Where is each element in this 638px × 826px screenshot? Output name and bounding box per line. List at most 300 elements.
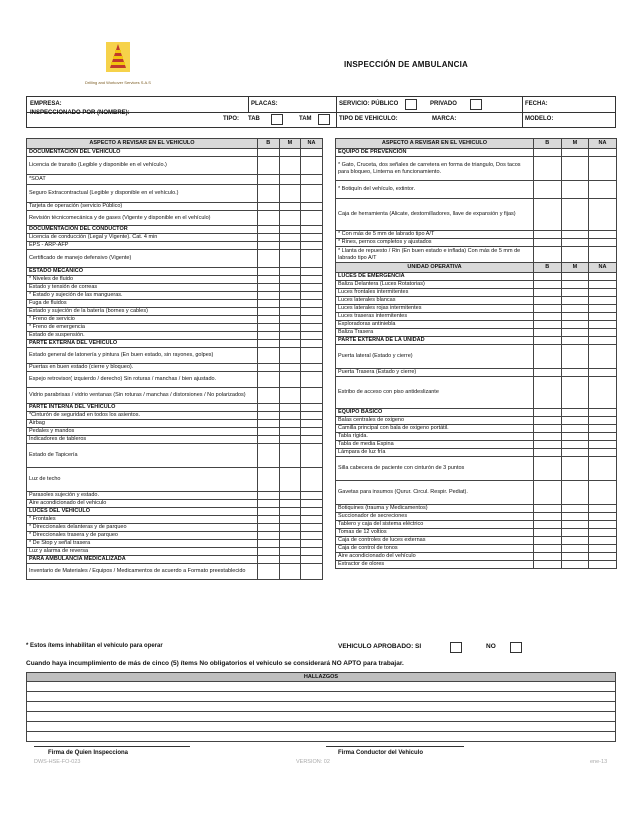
good-mark-cell[interactable] xyxy=(258,284,280,292)
findings-entry-field[interactable] xyxy=(27,722,616,732)
item-label: *Cinturón de seguridad en todos los asientos. xyxy=(27,412,258,420)
item-label: Vidrio parabrisas / vidrio ventanas (Sin roturas / manchas / distorsiones / No polarizados) xyxy=(27,388,258,404)
good-mark-cell[interactable] xyxy=(534,329,562,337)
na-mark-cell[interactable] xyxy=(589,545,617,553)
bad-mark-cell[interactable] xyxy=(279,492,301,500)
item-label: Exploradoras antiniebla xyxy=(336,321,534,329)
good-mark-cell[interactable] xyxy=(258,324,280,332)
document-code: DWS-HSE-FO-023 xyxy=(34,759,81,765)
good-mark-cell[interactable] xyxy=(258,250,280,268)
na-mark-cell[interactable] xyxy=(301,292,323,300)
good-mark-cell[interactable] xyxy=(258,185,280,203)
bad-header: M xyxy=(561,139,589,149)
findings-entry-field[interactable] xyxy=(27,692,616,702)
bad-mark-cell[interactable] xyxy=(279,364,301,372)
na-mark-cell[interactable] xyxy=(589,231,617,239)
privado-checkbox[interactable] xyxy=(470,99,482,110)
item-label: Parasoles sujeción y estado. xyxy=(27,492,258,500)
bad-mark-cell[interactable] xyxy=(561,449,589,457)
tab-checkbox[interactable] xyxy=(271,114,283,125)
na-mark-cell[interactable] xyxy=(301,211,323,226)
section-row xyxy=(27,404,323,412)
item-label: Tabla rígida. xyxy=(336,433,534,441)
bad-mark-cell[interactable] xyxy=(279,444,301,468)
good-mark-cell[interactable] xyxy=(534,247,562,263)
approved-no-label: NO xyxy=(486,643,496,650)
servicio-publico-checkbox[interactable] xyxy=(405,99,417,110)
na-mark-cell[interactable] xyxy=(589,433,617,441)
bad-mark-cell[interactable] xyxy=(279,436,301,444)
checklist-row xyxy=(336,529,617,537)
driver-signature-line[interactable] xyxy=(326,746,464,747)
na-mark-cell[interactable] xyxy=(301,516,323,524)
good-mark-cell[interactable] xyxy=(258,276,280,284)
na-mark-cell[interactable] xyxy=(301,316,323,324)
bad-mark-cell[interactable] xyxy=(279,348,301,364)
document-date: ene-13 xyxy=(590,759,608,765)
na-mark-cell[interactable] xyxy=(589,481,617,505)
item-label: Puerta lateral (Estado y cierre) xyxy=(336,345,534,369)
bad-mark-cell[interactable] xyxy=(561,321,589,329)
findings-title: HALLAZGOS xyxy=(27,673,616,682)
na-mark-cell[interactable] xyxy=(589,329,617,337)
good-mark-cell[interactable] xyxy=(258,242,280,250)
good-mark-cell[interactable] xyxy=(258,175,280,185)
tam-label: TAM xyxy=(299,116,312,122)
good-mark-cell[interactable] xyxy=(534,513,562,521)
section-blank-cell xyxy=(561,149,589,157)
findings-row xyxy=(27,712,616,722)
na-mark-cell[interactable] xyxy=(301,548,323,556)
bad-mark-cell[interactable] xyxy=(279,532,301,540)
item-label: Aire acondicionado del vehículo xyxy=(336,553,534,561)
na-mark-cell[interactable] xyxy=(589,289,617,297)
na-mark-cell[interactable] xyxy=(589,553,617,561)
bad-mark-cell[interactable] xyxy=(279,564,301,580)
good-mark-cell[interactable] xyxy=(258,524,280,532)
findings-entry-field[interactable] xyxy=(27,732,616,742)
bad-mark-cell[interactable] xyxy=(561,537,589,545)
na-mark-cell[interactable] xyxy=(589,247,617,263)
tipo-label: TIPO: xyxy=(223,116,239,122)
na-mark-cell[interactable] xyxy=(589,425,617,433)
good-mark-cell[interactable] xyxy=(534,425,562,433)
good-mark-cell[interactable] xyxy=(258,348,280,364)
good-mark-cell[interactable] xyxy=(258,548,280,556)
item-label: * Niveles de fluido xyxy=(27,276,258,284)
na-mark-cell[interactable] xyxy=(301,364,323,372)
good-mark-cell[interactable] xyxy=(534,297,562,305)
bad-mark-cell[interactable] xyxy=(279,540,301,548)
item-label: * Con más de 5 mm de labrado tipo A/T xyxy=(336,231,534,239)
na-mark-cell[interactable] xyxy=(301,242,323,250)
bad-mark-cell[interactable] xyxy=(561,513,589,521)
na-mark-cell[interactable] xyxy=(589,377,617,409)
na-mark-cell[interactable] xyxy=(301,348,323,364)
bad-mark-cell[interactable] xyxy=(561,457,589,481)
good-mark-cell[interactable] xyxy=(534,281,562,289)
na-mark-cell[interactable] xyxy=(301,332,323,340)
section-blank-cell xyxy=(258,556,280,564)
section-blank-cell xyxy=(279,340,301,348)
bad-mark-cell[interactable] xyxy=(279,284,301,292)
na-mark-cell[interactable] xyxy=(589,513,617,521)
good-mark-cell[interactable] xyxy=(258,500,280,508)
good-mark-cell[interactable] xyxy=(258,234,280,242)
good-mark-cell[interactable] xyxy=(258,492,280,500)
bad-mark-cell[interactable] xyxy=(561,239,589,247)
checklist-row xyxy=(27,532,323,540)
na-mark-cell[interactable] xyxy=(589,417,617,425)
bad-mark-cell[interactable] xyxy=(279,185,301,203)
checklist-row xyxy=(27,540,323,548)
checklist-row xyxy=(336,481,617,505)
na-mark-cell[interactable] xyxy=(301,308,323,316)
good-mark-cell[interactable] xyxy=(258,308,280,316)
good-mark-cell[interactable] xyxy=(534,481,562,505)
na-mark-cell[interactable] xyxy=(301,428,323,436)
bad-mark-cell[interactable] xyxy=(279,242,301,250)
good-mark-cell[interactable] xyxy=(534,553,562,561)
checklist-row xyxy=(27,500,323,508)
good-mark-cell[interactable] xyxy=(534,313,562,321)
good-mark-cell[interactable] xyxy=(534,529,562,537)
good-mark-cell[interactable] xyxy=(534,345,562,369)
good-mark-cell[interactable] xyxy=(534,289,562,297)
subheader-col: M xyxy=(561,263,589,273)
good-mark-cell[interactable] xyxy=(258,420,280,428)
section-blank-cell xyxy=(301,556,323,564)
good-mark-cell[interactable] xyxy=(534,321,562,329)
na-mark-cell[interactable] xyxy=(589,561,617,569)
good-mark-cell[interactable] xyxy=(534,369,562,377)
good-mark-cell[interactable] xyxy=(258,332,280,340)
bad-mark-cell[interactable] xyxy=(561,281,589,289)
item-label: Lámpara de luz fría xyxy=(336,449,534,457)
bad-mark-cell[interactable] xyxy=(561,329,589,337)
good-mark-cell[interactable] xyxy=(258,203,280,211)
item-label: Luz y alarma de reversa xyxy=(27,548,258,556)
vehicle-info-block xyxy=(26,96,616,128)
approved-si-checkbox[interactable] xyxy=(450,642,462,653)
checklist-row xyxy=(27,300,323,308)
na-mark-cell[interactable] xyxy=(589,505,617,513)
bad-mark-cell[interactable] xyxy=(561,481,589,505)
bad-mark-cell[interactable] xyxy=(279,316,301,324)
bad-mark-cell[interactable] xyxy=(279,203,301,211)
good-mark-cell[interactable] xyxy=(258,388,280,404)
good-mark-cell[interactable] xyxy=(534,505,562,513)
bad-mark-cell[interactable] xyxy=(279,468,301,492)
item-label: Licencia de transito (Legible y disponible en el vehículo.) xyxy=(27,157,258,175)
fecha-label: FECHA: xyxy=(525,101,548,107)
item-label: Estado y sujeción de la batería (bornes y cables) xyxy=(27,308,258,316)
good-mark-cell[interactable] xyxy=(258,364,280,372)
checklist-row xyxy=(336,553,617,561)
na-mark-cell[interactable] xyxy=(301,524,323,532)
section-title: PARTE EXTERNA DE LA UNIDAD xyxy=(336,337,534,345)
checklist-row xyxy=(336,313,617,321)
na-mark-cell[interactable] xyxy=(301,436,323,444)
bad-mark-cell[interactable] xyxy=(561,247,589,263)
bad-mark-cell[interactable] xyxy=(561,417,589,425)
na-mark-cell[interactable] xyxy=(589,297,617,305)
section-blank-cell xyxy=(589,337,617,345)
bad-mark-cell[interactable] xyxy=(561,231,589,239)
tam-checkbox[interactable] xyxy=(318,114,330,125)
bad-mark-cell[interactable] xyxy=(561,369,589,377)
findings-row xyxy=(27,702,616,712)
na-mark-cell[interactable] xyxy=(301,157,323,175)
approved-no-checkbox[interactable] xyxy=(510,642,522,653)
na-mark-cell[interactable] xyxy=(301,250,323,268)
bad-mark-cell[interactable] xyxy=(561,545,589,553)
na-mark-cell[interactable] xyxy=(301,324,323,332)
bad-mark-cell[interactable] xyxy=(561,425,589,433)
na-mark-cell[interactable] xyxy=(301,234,323,242)
section-title: DOCUMENTACIÓN DEL CONDUCTOR xyxy=(27,226,258,234)
good-mark-cell[interactable] xyxy=(258,428,280,436)
checklist-row xyxy=(27,250,323,268)
na-mark-cell[interactable] xyxy=(301,388,323,404)
na-mark-cell[interactable] xyxy=(301,444,323,468)
good-mark-cell[interactable] xyxy=(534,199,562,231)
na-mark-cell[interactable] xyxy=(589,199,617,231)
bad-mark-cell[interactable] xyxy=(561,561,589,569)
section-blank-cell xyxy=(279,508,301,516)
good-mark-cell[interactable] xyxy=(534,441,562,449)
bad-mark-cell[interactable] xyxy=(561,289,589,297)
good-mark-cell[interactable] xyxy=(258,540,280,548)
item-label: * Botiquín del vehículo, extintor. xyxy=(336,181,534,199)
vehicle-approved-block xyxy=(338,643,618,657)
bad-mark-cell[interactable] xyxy=(561,199,589,231)
bad-mark-cell[interactable] xyxy=(561,505,589,513)
item-label: Estado de Tapicería xyxy=(27,444,258,468)
na-mark-cell[interactable] xyxy=(301,203,323,211)
item-label: Luces frontales intermitentes xyxy=(336,289,534,297)
na-mark-cell[interactable] xyxy=(301,532,323,540)
checklist-row xyxy=(336,377,617,409)
bad-mark-cell[interactable] xyxy=(561,313,589,321)
checklist-row xyxy=(27,388,323,404)
good-mark-cell[interactable] xyxy=(534,457,562,481)
checklist-row xyxy=(336,199,617,231)
good-mark-cell[interactable] xyxy=(534,537,562,545)
bad-mark-cell[interactable] xyxy=(279,388,301,404)
na-mark-cell[interactable] xyxy=(301,540,323,548)
good-mark-cell[interactable] xyxy=(258,436,280,444)
good-mark-cell[interactable] xyxy=(258,316,280,324)
good-mark-cell[interactable] xyxy=(258,468,280,492)
bad-mark-cell[interactable] xyxy=(561,305,589,313)
bad-mark-cell[interactable] xyxy=(279,332,301,340)
na-mark-cell[interactable] xyxy=(589,321,617,329)
findings-entry-field[interactable] xyxy=(27,712,616,722)
good-mark-cell[interactable] xyxy=(258,372,280,388)
drilling-rig-logo-icon xyxy=(106,42,130,72)
bad-mark-cell[interactable] xyxy=(279,175,301,185)
bad-mark-cell[interactable] xyxy=(561,297,589,305)
bad-mark-cell[interactable] xyxy=(279,548,301,556)
bad-mark-cell[interactable] xyxy=(561,553,589,561)
checklist-row xyxy=(27,444,323,468)
bad-mark-cell[interactable] xyxy=(279,516,301,524)
tipo-vehiculo-label: TIPO DE VEHICULO: xyxy=(339,116,398,122)
bad-mark-cell[interactable] xyxy=(561,157,589,181)
item-label: Puertas en buen estado (cierre y bloqueo). xyxy=(27,364,258,372)
inspector-signature-line[interactable] xyxy=(34,746,190,747)
na-mark-cell[interactable] xyxy=(301,412,323,420)
good-mark-cell[interactable] xyxy=(534,545,562,553)
bad-mark-cell[interactable] xyxy=(279,524,301,532)
checklist-row xyxy=(27,332,323,340)
good-mark-cell[interactable] xyxy=(534,231,562,239)
section-title: LUCES DEL VEHICULO xyxy=(27,508,258,516)
bad-mark-cell[interactable] xyxy=(279,428,301,436)
good-mark-cell[interactable] xyxy=(534,449,562,457)
findings-entry-field[interactable] xyxy=(27,682,616,692)
item-label: * Freno de servicio xyxy=(27,316,258,324)
item-label: Estado de suspensión. xyxy=(27,332,258,340)
good-mark-cell[interactable] xyxy=(258,412,280,420)
bad-mark-cell[interactable] xyxy=(279,250,301,268)
good-mark-cell[interactable] xyxy=(258,564,280,580)
na-mark-cell[interactable] xyxy=(301,185,323,203)
na-mark-cell[interactable] xyxy=(301,284,323,292)
item-label: Estado y tensión de correas xyxy=(27,284,258,292)
good-mark-cell[interactable] xyxy=(258,532,280,540)
good-mark-cell[interactable] xyxy=(534,521,562,529)
bad-mark-cell[interactable] xyxy=(279,420,301,428)
na-mark-cell[interactable] xyxy=(589,157,617,181)
checklist-row xyxy=(27,276,323,284)
bad-mark-cell[interactable] xyxy=(279,234,301,242)
na-mark-cell[interactable] xyxy=(301,175,323,185)
good-mark-cell[interactable] xyxy=(258,157,280,175)
bad-mark-cell[interactable] xyxy=(561,529,589,537)
na-mark-cell[interactable] xyxy=(589,313,617,321)
empresa-label: EMPRESA: xyxy=(30,101,62,107)
section-row xyxy=(336,337,617,345)
na-mark-cell[interactable] xyxy=(589,441,617,449)
bad-mark-cell[interactable] xyxy=(279,412,301,420)
checklist-row xyxy=(336,513,617,521)
good-mark-cell[interactable] xyxy=(258,516,280,524)
checklist-row xyxy=(27,308,323,316)
item-label: Balas centrales de oxigeno xyxy=(336,417,534,425)
item-label: * Llanta de repuesto / Rin (En buen estado e inflada) Con más de 5 mm de labrado tipo A/T xyxy=(336,247,534,263)
checklist-row xyxy=(27,175,323,185)
subheader-col: NA xyxy=(589,263,617,273)
na-mark-cell[interactable] xyxy=(589,449,617,457)
section-row xyxy=(336,409,617,417)
na-mark-cell[interactable] xyxy=(301,500,323,508)
good-mark-cell[interactable] xyxy=(534,305,562,313)
na-mark-cell[interactable] xyxy=(301,492,323,500)
bad-mark-cell[interactable] xyxy=(279,300,301,308)
item-label: Inventario de Materiales / Equipos / Medicamentos de acuerdo a Formato preestablecido xyxy=(27,564,258,580)
item-label: Baliza Delantera (Luces Rotatorias) xyxy=(336,281,534,289)
good-header: B xyxy=(258,139,280,149)
na-mark-cell[interactable] xyxy=(589,181,617,199)
bad-mark-cell[interactable] xyxy=(279,372,301,388)
non-compliance-warning: Cuando haya incumplimiento de más de cinco (5) ítems No obligatorios el vehiculo se considerará NO APTO para trabajar. xyxy=(26,660,404,667)
good-mark-cell[interactable] xyxy=(258,300,280,308)
item-label: Airbag xyxy=(27,420,258,428)
na-mark-cell[interactable] xyxy=(301,372,323,388)
good-mark-cell[interactable] xyxy=(258,444,280,468)
na-mark-cell[interactable] xyxy=(589,457,617,481)
checklist-row xyxy=(27,564,323,580)
na-mark-cell[interactable] xyxy=(301,420,323,428)
na-mark-cell[interactable] xyxy=(589,305,617,313)
bad-mark-cell[interactable] xyxy=(561,441,589,449)
left-checklist xyxy=(26,138,322,580)
na-mark-cell[interactable] xyxy=(589,345,617,369)
na-mark-cell[interactable] xyxy=(589,281,617,289)
section-title: ESTADO MECÁNICO xyxy=(27,268,258,276)
bad-mark-cell[interactable] xyxy=(279,500,301,508)
na-mark-cell[interactable] xyxy=(589,239,617,247)
good-mark-cell[interactable] xyxy=(534,377,562,409)
section-blank-cell xyxy=(258,340,280,348)
na-mark-cell[interactable] xyxy=(301,300,323,308)
bad-mark-cell[interactable] xyxy=(279,211,301,226)
item-label: Pedales y mandos xyxy=(27,428,258,436)
good-mark-cell[interactable] xyxy=(258,211,280,226)
findings-entry-field[interactable] xyxy=(27,702,616,712)
good-mark-cell[interactable] xyxy=(534,433,562,441)
na-mark-cell[interactable] xyxy=(589,521,617,529)
na-mark-cell[interactable] xyxy=(589,369,617,377)
na-mark-cell[interactable] xyxy=(301,468,323,492)
good-mark-cell[interactable] xyxy=(534,181,562,199)
section-title: EQUIPO BÁSICO xyxy=(336,409,534,417)
item-label: Silla cabecera de paciente con cinturón de 3 puntos xyxy=(336,457,534,481)
right-checklist-table xyxy=(335,138,617,569)
checklist-row xyxy=(336,297,617,305)
good-mark-cell[interactable] xyxy=(534,239,562,247)
findings-row xyxy=(27,692,616,702)
bad-mark-cell[interactable] xyxy=(561,433,589,441)
bad-mark-cell[interactable] xyxy=(561,345,589,369)
bad-mark-cell[interactable] xyxy=(279,292,301,300)
section-row xyxy=(27,340,323,348)
section-row xyxy=(27,226,323,234)
bad-header: M xyxy=(279,139,301,149)
good-mark-cell[interactable] xyxy=(534,561,562,569)
bad-mark-cell[interactable] xyxy=(561,181,589,199)
good-mark-cell[interactable] xyxy=(258,292,280,300)
na-mark-cell[interactable] xyxy=(589,537,617,545)
na-mark-cell[interactable] xyxy=(301,276,323,284)
section-blank-cell xyxy=(589,273,617,281)
item-label: Extractor de olores xyxy=(336,561,534,569)
item-label: Puerta Trasera (Estado y cierre) xyxy=(336,369,534,377)
bad-mark-cell[interactable] xyxy=(561,377,589,409)
bad-mark-cell[interactable] xyxy=(279,276,301,284)
bad-mark-cell[interactable] xyxy=(279,157,301,175)
good-mark-cell[interactable] xyxy=(534,157,562,181)
na-mark-cell[interactable] xyxy=(301,564,323,580)
bad-mark-cell[interactable] xyxy=(279,308,301,316)
checklist-row xyxy=(336,289,617,297)
good-mark-cell[interactable] xyxy=(534,417,562,425)
na-mark-cell[interactable] xyxy=(589,529,617,537)
bad-mark-cell[interactable] xyxy=(279,324,301,332)
bad-mark-cell[interactable] xyxy=(561,521,589,529)
